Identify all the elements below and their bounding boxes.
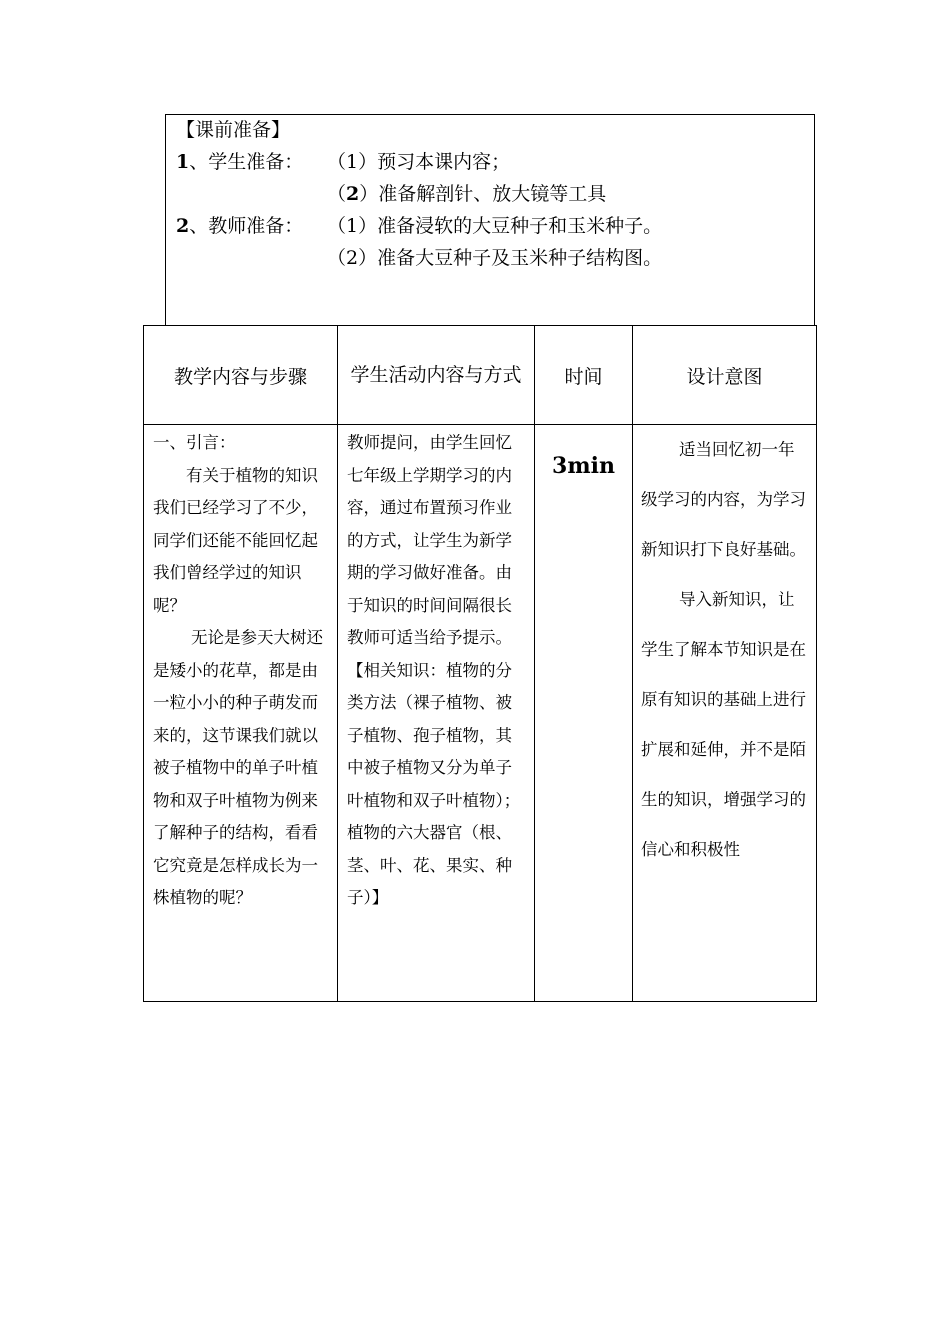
student-prep-item-1: （1）预习本课内容； [327,151,511,173]
intent-paragraph-1: 适当回忆初一年级学习的内容，为学习新知识打下良好基础。 [641,440,806,559]
teacher-prep-label [176,214,303,238]
student-activity-cell: 教师提问，由学生回忆七年级上学期学习的内容，通过布置预习作业的方式，让学生为新学期的学习做好准备。由于知识的时间间隔很长教师可适当给予提示。【相关知识：植物的分类方法（裸子植物、被子植物、孢子植物，其中被子植物又分为单子叶植物和双子叶植物）；植物的六大器官（根、茎、叶、花、果实、种子）】 [338,425,535,1002]
intent-paragraph-2: 导入新知识，让学生了解本节知识是在原有知识的基础上进行扩展和延伸，并不是陌生的知识，增强学习的信心和积极性 [641,590,806,859]
student-prep-item-2-open: （ [327,183,347,205]
header-time: 时间 [535,326,633,425]
student-prep-item-2-text: ）准备解剖针、放大镜等工具 [359,183,607,205]
table-header-row [144,326,817,425]
student-prep-label [176,150,303,174]
intro-heading: 一、引言： [153,433,236,452]
header-design-intent: 设计意图 [633,326,817,425]
prep-title: 【课前准备】 [176,119,291,141]
teacher-prep-item-1: （1）准备浸软的大豆种子和玉米种子。 [327,215,663,237]
lesson-plan-table [143,325,817,1002]
table-row [144,425,817,1002]
content-paragraph-2: 无论是参天大树还是矮小的花草，都是由一粒小小的种子萌发而来的，这节课我们就以被子植物中的单子叶植物和双子叶植物为例来了解种子的结构，看看它究竟是怎样成长为一株植物的呢？ [153,628,323,907]
time-cell: 3min [535,425,633,1002]
student-prep-number: 1 [176,151,190,173]
design-intent-cell [633,425,817,1002]
content-paragraph-1: 有关于植物的知识我们已经学习了不少，同学们还能不能回忆起我们曾经学过的知识呢？ [153,465,318,615]
teacher-prep-number: 2 [176,215,190,237]
header-teaching-content: 教学内容与步骤 [144,326,338,425]
student-prep-label-text: 、学生准备： [189,151,304,173]
teaching-content-cell [144,425,338,1002]
student-prep-item-2-number: 2 [346,183,360,205]
header-student-activity: 学生活动内容与方式 [338,326,535,425]
teacher-prep-item-2: （2）准备大豆种子及玉米种子结构图。 [327,247,663,269]
teacher-prep-label-text: 、教师准备： [189,215,304,237]
student-prep-item-2 [327,182,606,206]
